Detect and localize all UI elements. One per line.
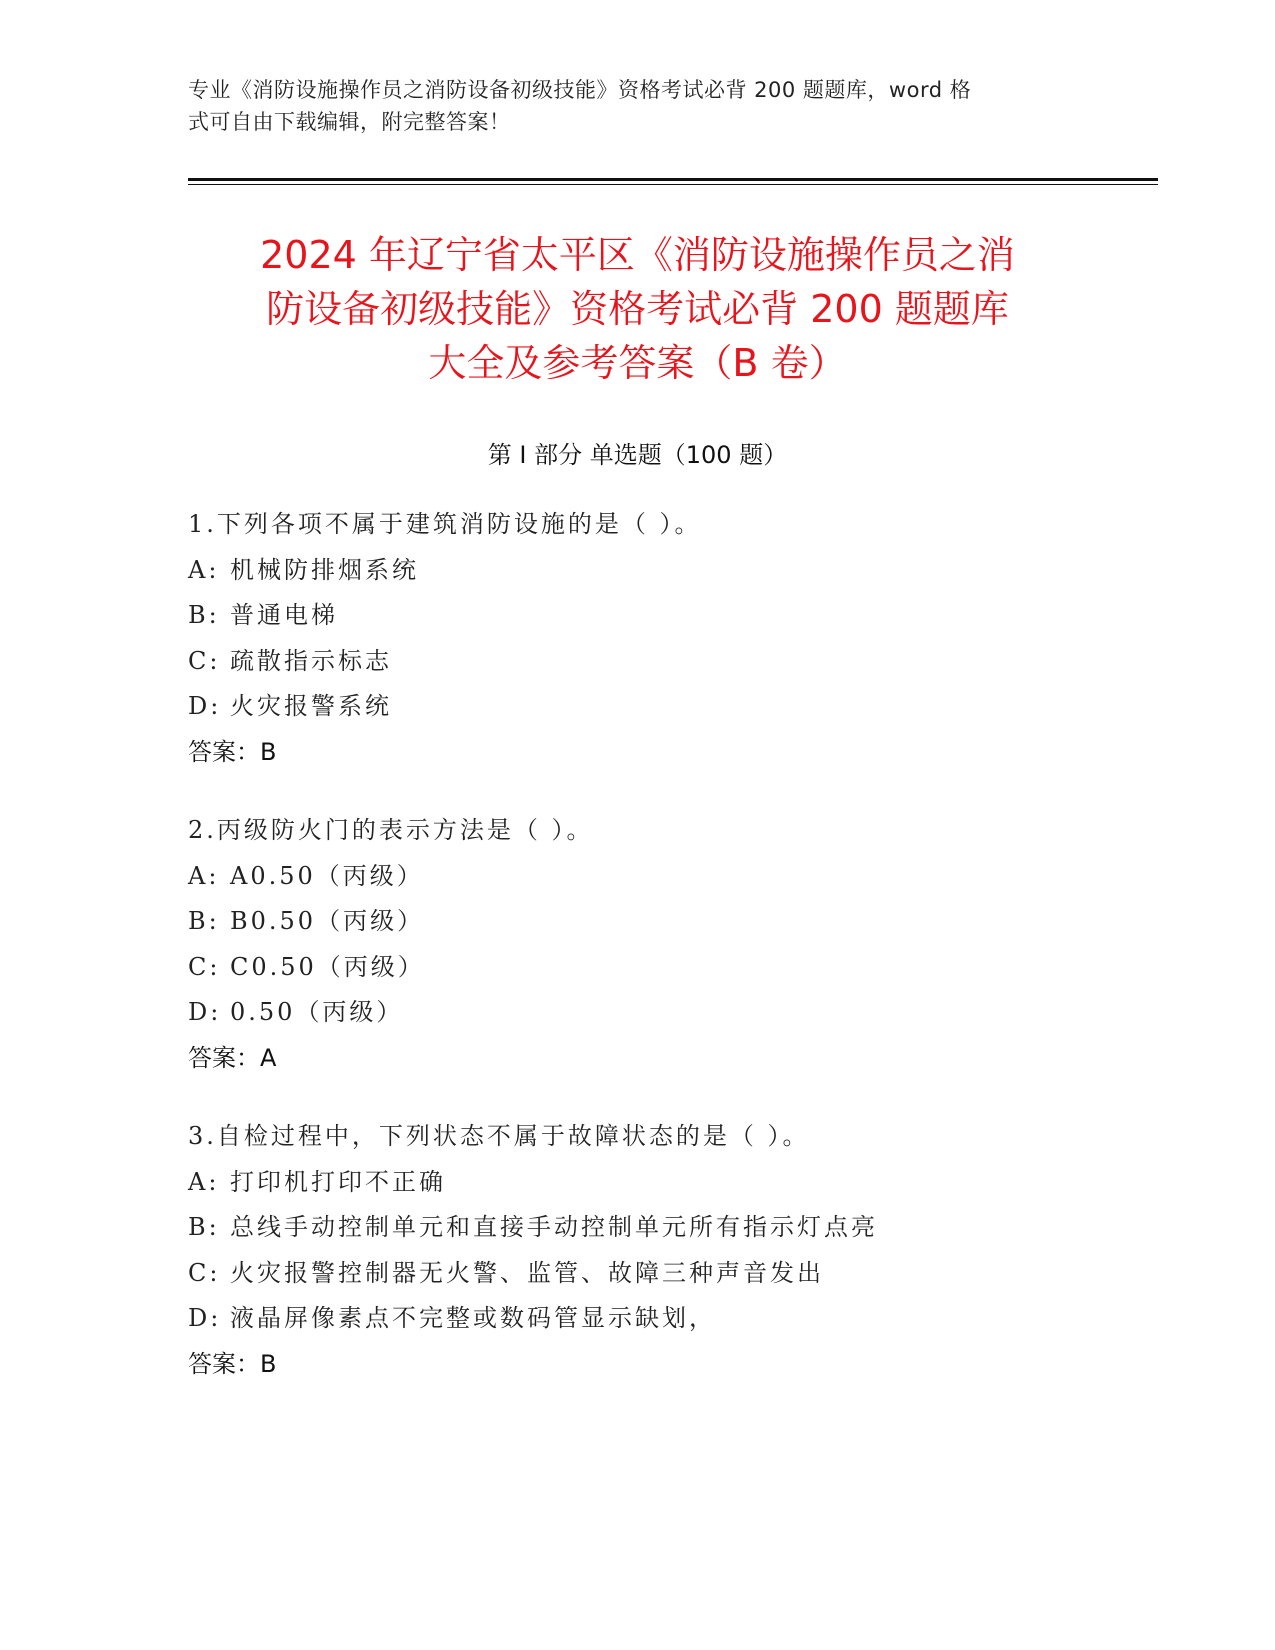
section-heading: 第 I 部分 单选题（100 题） <box>487 441 788 469</box>
question-1 <box>188 502 1188 775</box>
option-text: 火灾报警控制器无火警、监管、故障三种声音发出 <box>230 1258 824 1287</box>
question-3 <box>188 1114 1188 1387</box>
document-title-line-2: 防设备初级技能》资格考试必背 200 题题库 <box>266 287 1009 331</box>
option-c <box>188 945 1188 991</box>
option-label: C: <box>188 1258 221 1287</box>
option-d <box>188 990 1188 1036</box>
header-divider-thin <box>188 184 1158 185</box>
header-note-line-1: 专业《消防设施操作员之消防设备初级技能》资格考试必背 200 题题库，word 格 <box>188 78 972 102</box>
option-b <box>188 899 1188 945</box>
option-c <box>188 639 1188 685</box>
option-label: C: <box>188 646 221 675</box>
option-label: B: <box>188 1213 220 1241</box>
option-text: 液晶屏像素点不完整或数码管显示缺划， <box>230 1304 716 1332</box>
document-title-line-3: 大全及参考答案（B 卷） <box>428 341 847 385</box>
question-stem: 1.下列各项不属于建筑消防设施的是（ ）。 <box>188 510 702 538</box>
option-text: 疏散指示标志 <box>230 646 392 675</box>
question-2 <box>188 808 1188 1081</box>
option-label: A: <box>188 861 220 890</box>
option-a <box>188 854 1188 900</box>
option-label: C: <box>188 952 221 981</box>
option-b <box>188 1205 1188 1251</box>
header-note <box>188 74 1088 138</box>
option-text: 普通电梯 <box>230 601 338 629</box>
option-d <box>188 684 1188 730</box>
option-label: B: <box>188 601 220 629</box>
option-b <box>188 593 1188 639</box>
option-label: D: <box>188 1304 222 1332</box>
option-a <box>188 548 1188 594</box>
option-text: B0.50（丙级） <box>230 907 425 935</box>
option-text: 打印机打印不正确 <box>230 1167 446 1196</box>
option-label: D: <box>188 692 222 720</box>
question-stem: 2.丙级防火门的表示方法是（ ）。 <box>188 816 594 844</box>
question-stem: 3.自检过程中，下列状态不属于故障状态的是（ ）。 <box>188 1122 810 1150</box>
document-title <box>160 228 1115 390</box>
header-divider-thick <box>188 178 1158 181</box>
option-text: A0.50（丙级） <box>230 861 424 890</box>
option-a <box>188 1160 1188 1206</box>
answer: 答案：B <box>188 1349 277 1378</box>
answer: 答案：A <box>188 1043 277 1072</box>
option-d <box>188 1296 1188 1342</box>
answer: 答案：B <box>188 737 277 766</box>
option-c <box>188 1251 1188 1297</box>
option-label: A: <box>188 1167 220 1196</box>
option-label: D: <box>188 998 222 1026</box>
option-text: 0.50（丙级） <box>230 998 404 1026</box>
option-text: C0.50（丙级） <box>230 952 425 981</box>
document-title-line-1: 2024 年辽宁省太平区《消防设施操作员之消 <box>260 233 1015 277</box>
option-label: A: <box>188 555 220 584</box>
header-note-line-2: 式可自由下载编辑，附完整答案！ <box>188 110 511 134</box>
option-text: 机械防排烟系统 <box>230 555 419 584</box>
option-text: 火灾报警系统 <box>230 692 392 720</box>
option-text: 总线手动控制单元和直接手动控制单元所有指示灯点亮 <box>230 1213 878 1241</box>
option-label: B: <box>188 907 220 935</box>
